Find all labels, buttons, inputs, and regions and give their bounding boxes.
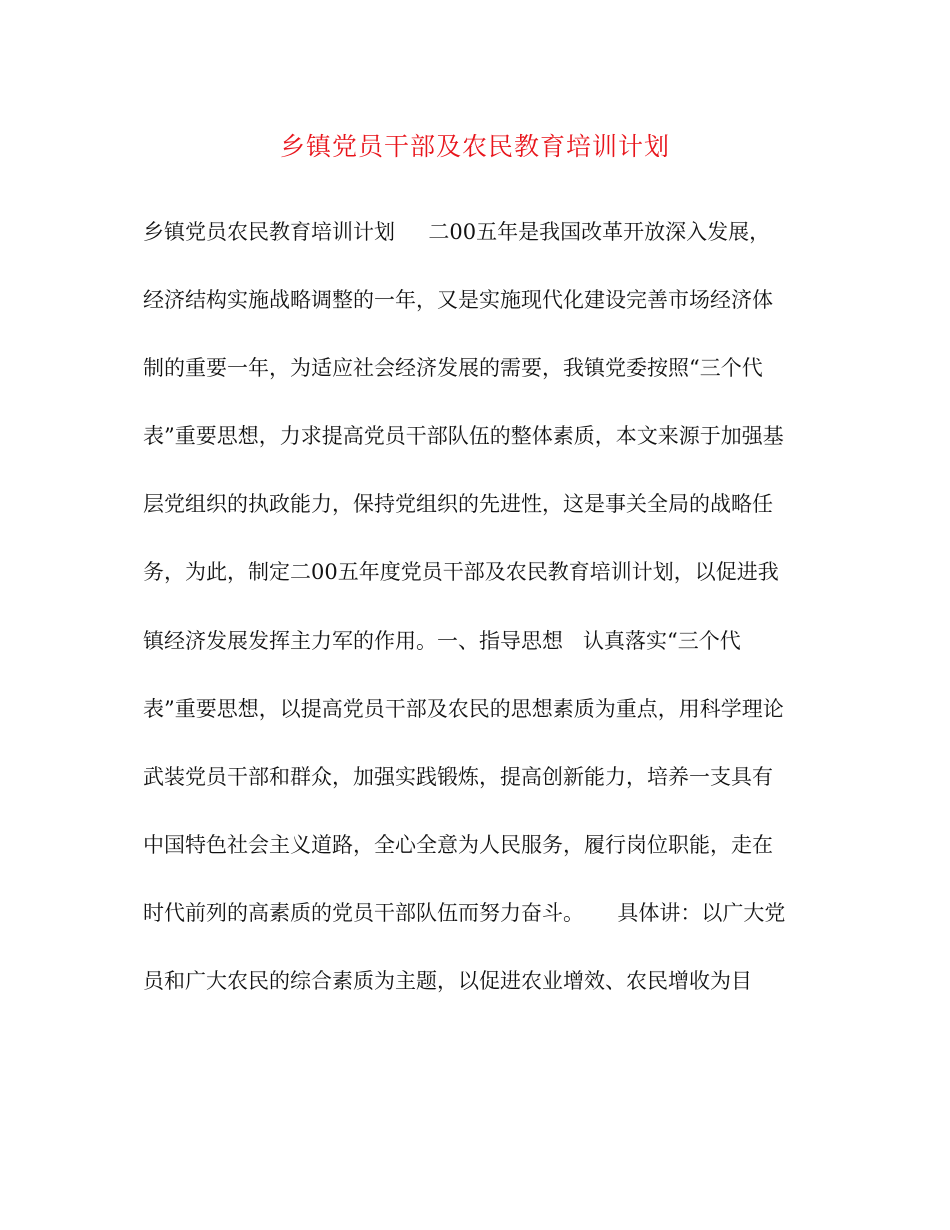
body-line: 表”重要思想，以提高党员干部及农民的思想素质为重点，用科学理论: [143, 696, 784, 721]
document-title: 乡镇党员干部及农民教育培训计划: [279, 132, 670, 161]
body-line: 经济结构实施战略调整的一年，又是实施现代化建设完善市场经济体: [143, 288, 773, 313]
body-line: 中国特色社会主义道路，全心全意为人民服务，履行岗位职能，走在: [143, 832, 773, 857]
body-line: 员和广大农民的综合素质为主题，以促进农业增效、农民增收为目: [143, 969, 752, 994]
document-body: [143, 210, 843, 1027]
body-line: 乡镇党员农民教育培训计划 二00五年是我国改革开放深入发展，: [143, 220, 771, 244]
body-line: 时代前列的高素质的党员干部队伍而努力奋斗。 具体讲：以广大党: [143, 900, 786, 925]
body-line: 表”重要思想，力求提高党员干部队伍的整体素质，本文来源于加强基: [143, 424, 784, 449]
body-line: 镇经济发展发挥主力军的作用。一、指导思想 认真落实“三个代: [143, 628, 741, 653]
body-line: 务，为此，制定二00五年度党员干部及农民教育培训计划，以促进我: [143, 560, 779, 585]
body-line: 制的重要一年，为适应社会经济发展的需要，我镇党委按照“三个代: [143, 356, 763, 381]
body-line: 武装党员干部和群众，加强实践锻炼，提高创新能力，培养一支具有: [143, 764, 773, 789]
body-line: 层党组织的执政能力，保持党组织的先进性，这是事关全局的战略任: [143, 492, 773, 517]
